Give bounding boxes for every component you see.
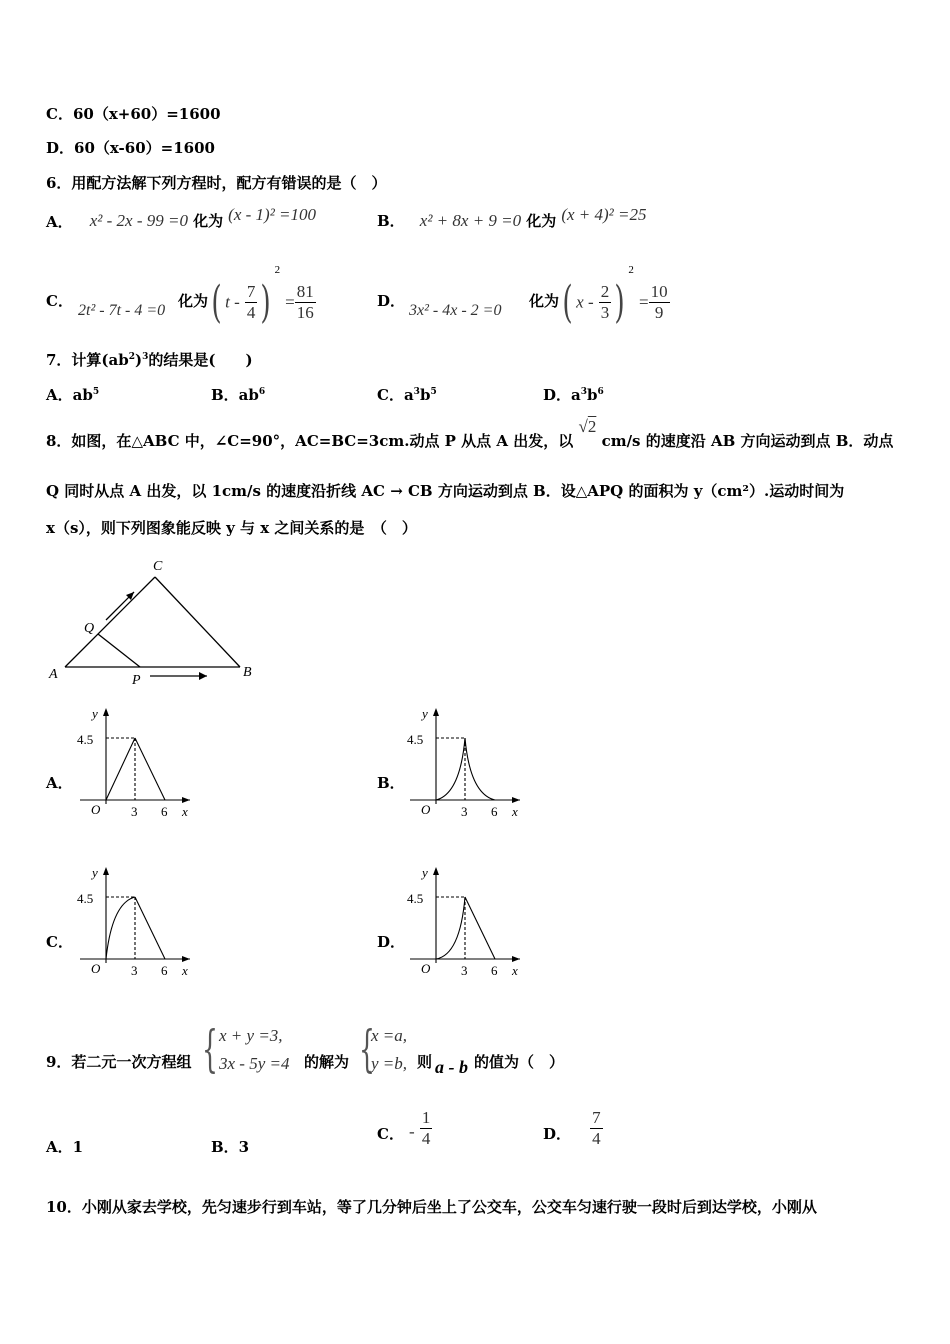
q7-option-b: B．$ab^6$	[211, 386, 266, 404]
svg-text:O: O	[421, 961, 431, 976]
q6-a-equation: x² - 2x - 99 =0	[89, 211, 188, 230]
svg-text:x: x	[512, 963, 518, 978]
q6-c-to: 化为	[178, 292, 209, 310]
vertex-b: B	[243, 665, 252, 680]
graph-d	[402, 863, 532, 981]
q8-option-c: C．	[46, 933, 73, 951]
q8-line2: Q 同时从点 A 出发，以 1cm/s 的速度沿折线 AC → CB 方向运动到点 B．设△APQ 的面积为 y（cm²）.运动时间为	[46, 482, 845, 500]
q6-c-result: ( t - $\frac{7}{4}$ )$^2$ = $\frac{81}{16}$	[211, 264, 314, 328]
svg-text:y: y	[422, 706, 428, 721]
q6-c-label: C．	[46, 292, 73, 310]
q6-a-result: (x - 1)² =100	[228, 205, 317, 224]
side-ac	[65, 577, 155, 667]
svg-text:x: x	[182, 963, 188, 978]
svg-text:6: 6	[161, 804, 168, 819]
svg-text:y: y	[92, 865, 98, 880]
q9-option-a: A．1	[46, 1138, 84, 1156]
q6-a-to: 化为	[193, 212, 224, 230]
sqrt-icon: √2	[578, 417, 597, 436]
svg-text:4.5: 4.5	[77, 732, 94, 747]
q6-d-result: ( x - $\frac{2}{3}$ )$^2$ = $\frac{10}{9}$	[562, 264, 668, 328]
q6-d-to: 化为	[529, 292, 560, 310]
svg-text:4.5: 4.5	[407, 891, 424, 906]
svg-text:3: 3	[131, 963, 138, 978]
q8-line1: 8．如图，在△ABC 中，∠C=90°，AC=BC=3cm.动点 P 从点 A 出发，以 √2 cm/s 的速度沿 AB 方向运动到点 B．动点	[46, 417, 894, 450]
q9-option-b: B．3	[211, 1138, 250, 1156]
svg-text:6: 6	[161, 963, 168, 978]
q6-b-result: (x + 4)² =25	[561, 205, 647, 224]
vertex-c: C	[153, 559, 163, 574]
q6-option-a	[46, 205, 317, 232]
svg-text:y: y	[422, 865, 428, 880]
q7-option-a: A．$ab^5$	[46, 386, 100, 404]
q6-d-equation: 3x² - 4x - 2 =0	[409, 302, 502, 319]
svg-text:3: 3	[131, 804, 138, 819]
q9-option-d: D． $\frac{7}{4}$	[543, 1108, 601, 1148]
vertex-a: A	[49, 667, 58, 682]
point-q: Q	[84, 621, 95, 636]
svg-text:O: O	[91, 802, 101, 817]
svg-text:6: 6	[491, 963, 498, 978]
side-cb	[155, 577, 240, 667]
graph-b	[402, 704, 532, 822]
q6-b-equation: x² + 8x + 9 =0	[419, 211, 522, 230]
q8-triangle-figure	[40, 552, 270, 690]
q6-c-equation: 2t² - 7t - 4 =0	[78, 302, 166, 319]
q6-option-b	[377, 205, 647, 231]
q6-stem: 6．用配方法解下列方程时，配方有错误的是（ ）	[46, 174, 387, 192]
q9-stem: 9．若二元一次方程组 { x + y =3, 3x - 5y =4 的解为 { x =a, y =b, 则 a - b 的值为（ ）	[46, 1020, 565, 1078]
brace-icon: {	[202, 1020, 218, 1078]
svg-text:y: y	[92, 706, 98, 721]
q10-line1: 10．小刚从家去学校，先匀速步行到车站，等了几分钟后坐上了公交车，公交车匀速行驶一段时后到达学校，小刚从	[46, 1198, 817, 1216]
q6-a-label: A．	[46, 213, 73, 231]
q6-b-to: 化为	[526, 212, 557, 230]
segment-qp	[98, 634, 140, 667]
svg-text:4.5: 4.5	[77, 891, 94, 906]
q7-stem: 7．计算$(ab^2)^3$的结果是( )	[46, 351, 253, 369]
svg-text:4.5: 4.5	[407, 732, 424, 747]
q7-option-d: D．$a^3b^6$	[543, 386, 604, 404]
svg-text:x: x	[182, 804, 188, 819]
q5-option-d: D．60（x-60）=1600	[46, 139, 215, 157]
arrowhead-p	[199, 672, 207, 680]
svg-text:3: 3	[461, 804, 468, 819]
svg-text:6: 6	[491, 804, 498, 819]
q8-line3: x（s），则下列图象能反映 y 与 x 之间关系的是 （ ）	[46, 519, 417, 537]
q6-b-label: B．	[377, 212, 405, 230]
point-p: P	[132, 673, 141, 688]
q7-option-c: C．$a^3b^5$	[377, 386, 437, 404]
q8-option-d: D．	[377, 933, 406, 951]
brace-icon: {	[359, 1020, 375, 1078]
svg-text:x: x	[512, 804, 518, 819]
q9-option-c: C． - $\frac{1}{4}$	[377, 1108, 431, 1148]
graph-c	[72, 863, 202, 981]
svg-text:O: O	[91, 961, 101, 976]
q8-option-b: B．	[377, 774, 405, 792]
q8-option-a: A．	[46, 774, 73, 792]
graph-a	[72, 704, 202, 822]
q6-d-label: D．	[377, 292, 406, 310]
q5-option-c: C．60（x+60）=1600	[46, 105, 221, 123]
svg-text:3: 3	[461, 963, 468, 978]
svg-text:O: O	[421, 802, 431, 817]
